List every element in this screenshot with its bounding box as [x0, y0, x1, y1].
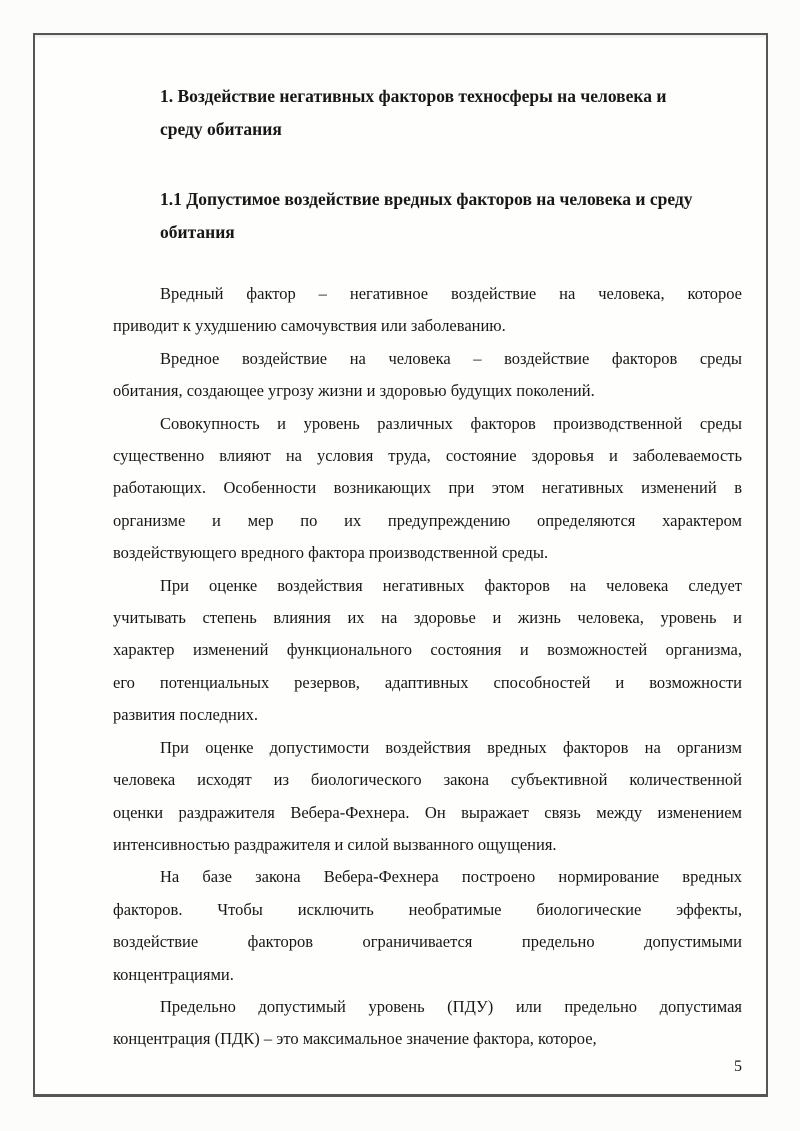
- page-number: 5: [734, 1058, 742, 1075]
- paragraph-line: развития последних.: [113, 705, 259, 725]
- heading-line: 1. Воздействие негативных факторов техносферы на человека и: [160, 86, 667, 106]
- paragraph-line: воздействие факторов ограничивается предельно допустимыми: [113, 932, 742, 952]
- paragraph-3: [113, 408, 742, 570]
- paragraph-line: характер изменений функционального состояния и возможностей организма,: [113, 640, 742, 660]
- paragraph-7: [113, 991, 742, 1056]
- paragraph-line: работающих. Особенности возникающих при этом негативных изменений в: [113, 478, 742, 498]
- paragraph-1: [113, 278, 742, 343]
- paragraph-line: его потенциальных резервов, адаптивных способностей и возможности: [113, 672, 742, 692]
- paragraph-line: приводит к ухудшению самочувствия или заболеванию.: [113, 316, 506, 336]
- paragraph-line: Вредный фактор – негативное воздействие на человека, которое: [160, 284, 742, 303]
- paragraph-line: интенсивностью раздражителя и силой вызванного ощущения.: [113, 834, 557, 854]
- paragraph-line: концентрациями.: [113, 964, 234, 984]
- paragraph-5: [113, 732, 742, 862]
- paragraph-line: воздействующего вредного фактора производственной среды.: [113, 543, 549, 563]
- paragraph-line: существенно влияют на условия труда, состояние здоровья и заболеваемость: [113, 446, 742, 466]
- paragraph-line: На базе закона Вебера-Фехнера построено нормирование вредных: [160, 867, 742, 887]
- document-content: [113, 80, 742, 1056]
- paragraph-line: обитания, создающее угрозу жизни и здоровью будущих поколений.: [113, 381, 595, 401]
- heading-line: обитания: [160, 222, 235, 242]
- paragraph-line: Вредное воздействие на человека – воздействие факторов среды: [160, 348, 742, 368]
- paragraph-line: При оценке воздействия негативных факторов на человека следует: [160, 575, 742, 595]
- section-heading: [113, 183, 742, 249]
- paragraph-line: При оценке допустимости воздействия вредных факторов на организм: [160, 737, 742, 757]
- paragraph-line: человека исходят из биологического закона субъективной количественной: [113, 770, 742, 790]
- paragraph-line: организме и мер по их предупреждению определяются характером: [113, 510, 742, 530]
- paragraph-line: концентрация (ПДК) – это максимальное значение фактора, которое,: [113, 1029, 597, 1049]
- paragraph-2: [113, 343, 742, 408]
- paragraph-6: [113, 861, 742, 991]
- paragraph-line: Совокупность и уровень различных факторов производственной среды: [160, 413, 742, 433]
- paragraph-4: [113, 570, 742, 732]
- paragraph-line: факторов. Чтобы исключить необратимые биологические эффекты,: [113, 899, 742, 919]
- heading-line: среду обитания: [160, 119, 282, 139]
- paragraph-line: оценки раздражителя Вебера-Фехнера. Он выражает связь между изменением: [113, 802, 742, 822]
- paragraph-line: Предельно допустимый уровень (ПДУ) или предельно допустимая: [160, 996, 742, 1016]
- paragraph-line: учитывать степень влияния их на здоровье и жизнь человека, уровень и: [113, 608, 742, 628]
- heading-line: 1.1 Допустимое воздействие вредных факторов на человека и среду: [160, 189, 693, 209]
- chapter-heading: [113, 80, 742, 146]
